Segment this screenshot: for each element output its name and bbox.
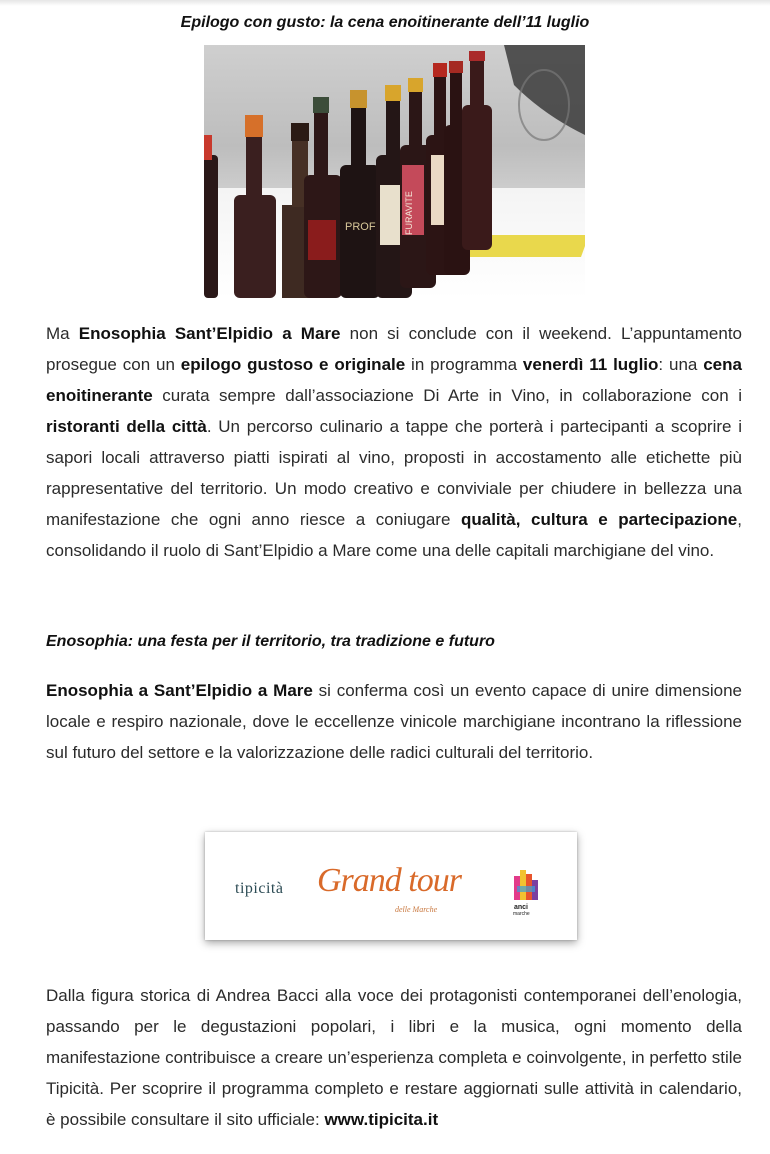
bottles-illustration <box>204 45 585 298</box>
bold-run: cena enoitinerante <box>46 355 742 405</box>
bottle-label-furavite: FURAVITE <box>404 191 414 235</box>
bold-run: Enosophia Sant’Elpidio a Mare <box>78 324 341 343</box>
text-run: : una <box>658 355 704 374</box>
paragraph-programma <box>46 980 742 1135</box>
text-run: Ma <box>46 324 79 343</box>
text-run: si conferma così un evento capace di unire dimensione locale e respiro nazionale, dove le eccellenze vinicole marchigiane incontrano la riflessione sul futuro del settore e la valorizzazione delle radici culturali del territorio. <box>46 681 742 762</box>
bold-run: qualità, cultura e partecipazione <box>460 510 738 529</box>
paragraph-epilogo <box>46 318 742 566</box>
text-run: . Un percorso culinario a tappe che porterà i partecipanti a scoprire i sapori locali attraverso piatti ispirati al vino, proposti in accostamento alle etichette più rappresentative del territorio. Un modo creativo e conviviale per chiudere in bellezza una manifestazione che ogni anno riesce a coniugare <box>46 417 742 529</box>
text-run: Dalla figura storica di Andrea Bacci alla voce dei protagonisti contemporanei dell’enologia, passando per le degustazioni popolari, i libri e la musica, ogni momento della manifestazione contribuisce a creare un’esperienza completa e coinvolgente, in perfetto stile Tipicità. Per scoprire il programma completo e restare aggiornati sulle attività in calendario, è possibile consultare il sito ufficiale: <box>46 986 742 1129</box>
bold-run: www.tipicita.it <box>324 1110 439 1129</box>
tipicita-logo: tipicità <box>235 880 284 897</box>
grand-tour-logo: Grand tour <box>317 862 461 899</box>
text-run: curata sempre dall’associazione Di Arte in Vino, in collaborazione con i <box>152 386 742 405</box>
bold-run: epilogo gustoso e originale <box>180 355 406 374</box>
bold-run: ristoranti della città <box>46 417 207 436</box>
bold-run: venerdì 11 luglio <box>522 355 659 374</box>
text-run: in programma <box>405 355 523 374</box>
top-shadow <box>0 0 770 6</box>
bottle-label-prof: PROF <box>345 221 376 233</box>
bold-run: Enosophia a Sant’Elpidio a Mare <box>46 681 313 700</box>
text-run: , consolidando il ruolo di Sant’Elpidio a Mare come una delle capitali marchigiane del vino. <box>46 510 742 560</box>
wine-bottles-photo <box>204 45 585 298</box>
sponsor-logos-banner <box>205 832 577 940</box>
anci-marche-logo <box>512 868 542 916</box>
grand-tour-subtitle: delle Marche <box>395 905 438 914</box>
svg-text:marche: marche <box>513 911 530 916</box>
section-title-festa: Enosophia: una festa per il territorio, tra tradizione e futuro <box>46 633 495 650</box>
paragraph-territorio <box>46 675 742 768</box>
svg-text:anci: anci <box>514 904 529 911</box>
text-run: non si conclude con il weekend. L’appuntamento prosegue con un <box>46 324 742 374</box>
section-title-epilogo: Epilogo con gusto: la cena enoitinerante dell’11 luglio <box>180 14 590 31</box>
